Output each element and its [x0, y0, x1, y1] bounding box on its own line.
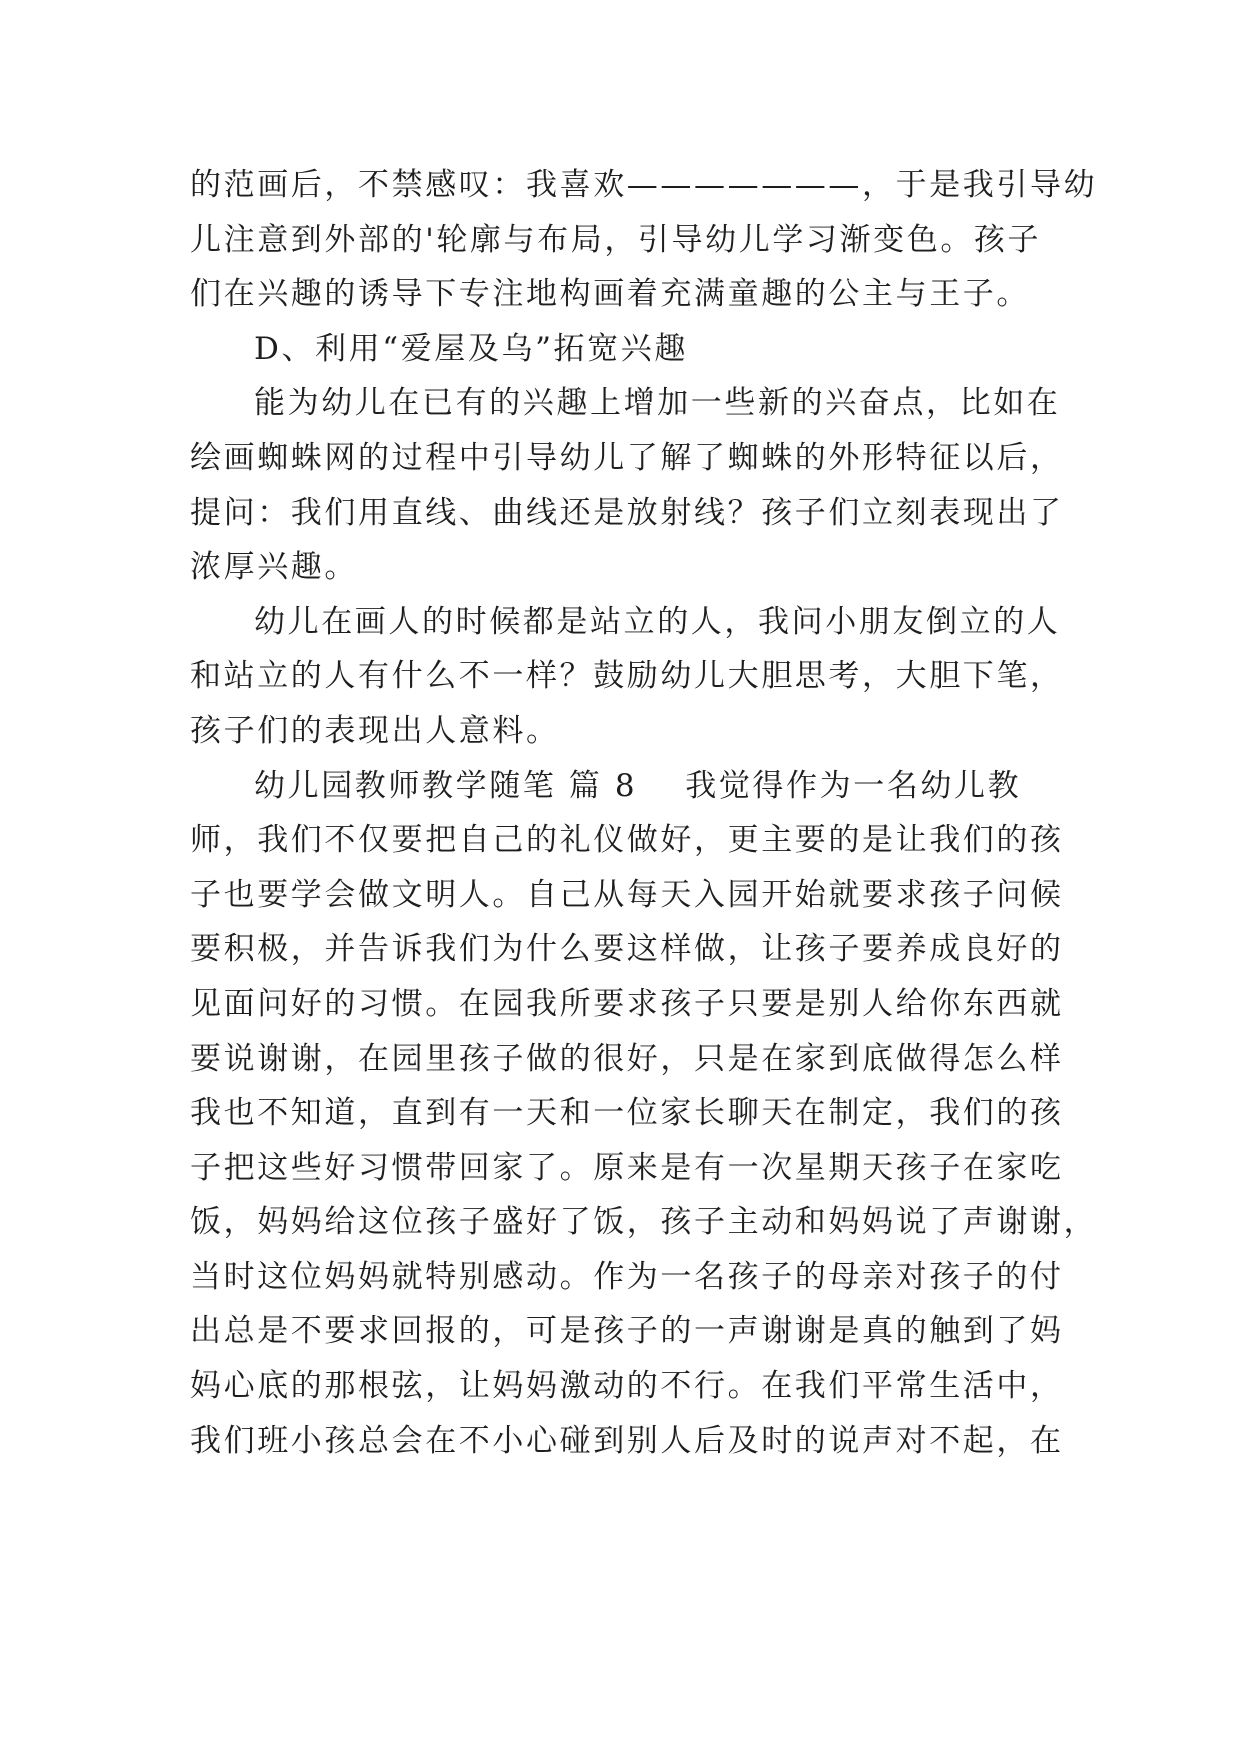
text-line: 我也不知道，直到有一天和一位家长聊天在制定，我们的孩	[190, 1095, 1064, 1132]
text-line: 饭，妈妈给这位孩子盛好了饭，孩子主动和妈妈说了声谢谢，	[190, 1204, 1098, 1241]
body-text	[190, 158, 1098, 1468]
text-line: 的范画后，不禁感叹：我喜欢———————，于是我引导幼	[190, 167, 1098, 203]
text-line: 能为幼儿在已有的兴趣上增加一些新的兴奋点，比如在	[254, 385, 1061, 422]
article-first-words: 我觉得作为一名幼儿教	[685, 767, 1022, 804]
text-line: 要积极，并告诉我们为什么要这样做，让孩子要养成良好的	[190, 931, 1064, 968]
text-line: 要说谢谢，在园里孩子做的很好，只是在家到底做得怎么样	[190, 1040, 1064, 1077]
text-line: 子也要学会做文明人。自己从每天入园开始就要求孩子问候	[190, 876, 1064, 913]
text-line: 出总是不要求回报的，可是孩子的一声谢谢是真的触到了妈	[190, 1313, 1064, 1350]
article-title: 幼儿园教师教学随笔 篇 8	[254, 767, 638, 804]
text-line: 绘画蜘蛛网的过程中引导幼儿了解了蜘蛛的外形特征以后，	[190, 439, 1064, 476]
text-line: 幼儿在画人的时候都是站立的人，我问小朋友倒立的人	[254, 603, 1061, 640]
text-line: 儿注意到外部的'轮廓与布局，引导幼儿学习渐变色。孩子	[190, 221, 1042, 258]
text-line: 见面问好的习惯。在园我所要求孩子只要是别人给你东西就	[190, 985, 1064, 1022]
text-line: 妈心底的那根弦，让妈妈激动的不行。在我们平常生活中，	[190, 1368, 1064, 1405]
section-heading: D、利用“爱屋及乌”拓宽兴趣	[254, 330, 688, 367]
text-line: 浓厚兴趣。	[190, 549, 358, 586]
text-line: 提问：我们用直线、曲线还是放射线？孩子们立刻表现出了	[190, 494, 1064, 531]
text-line: 孩子们的表现出人意料。	[190, 712, 560, 749]
text-line: 们在兴趣的诱导下专注地构画着充满童趣的公主与王子。	[190, 276, 1030, 313]
text-line: 子把这些好习惯带回家了。原来是有一次星期天孩子在家吃	[190, 1149, 1064, 1186]
article-title-line	[190, 759, 1060, 814]
text-line: 我们班小孩总会在不小心碰到别人后及时的说声对不起，在	[190, 1422, 1064, 1459]
text-line: 师，我们不仅要把自己的礼仪做好，更主要的是让我们的孩	[190, 822, 1064, 859]
text-line: 和站立的人有什么不一样？鼓励幼儿大胆思考，大胆下笔，	[190, 658, 1064, 695]
text-line: 当时这位妈妈就特别感动。作为一名孩子的母亲对孩子的付	[190, 1258, 1064, 1295]
